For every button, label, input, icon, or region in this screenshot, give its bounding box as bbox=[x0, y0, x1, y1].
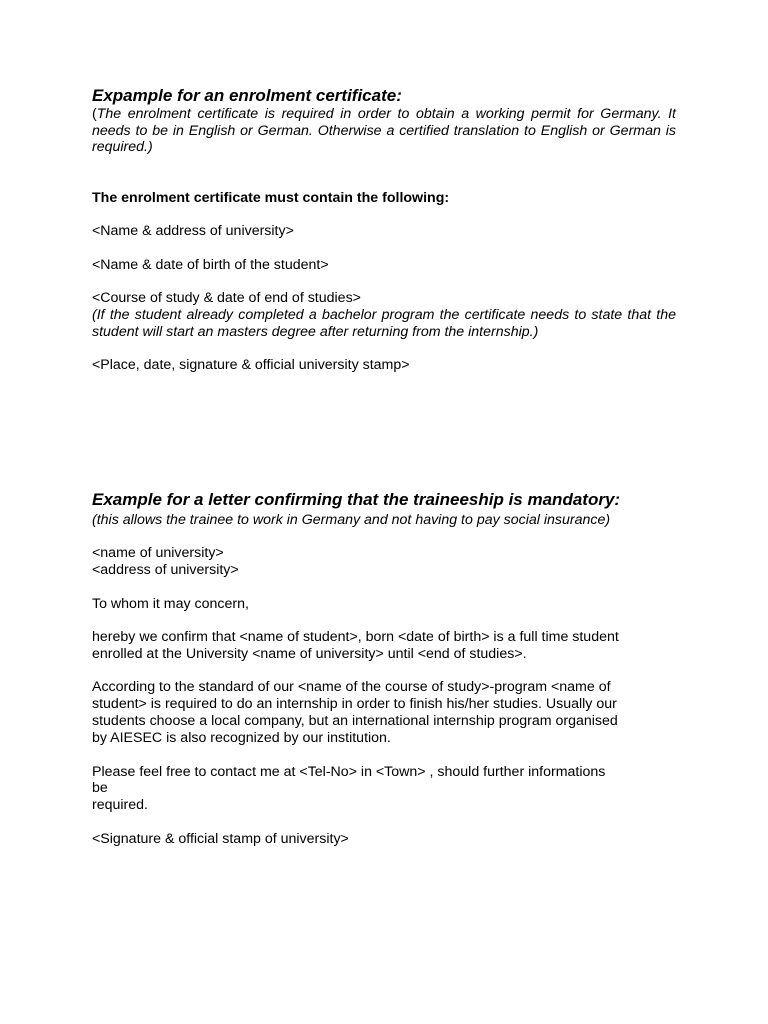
address-street: <address of university> bbox=[92, 562, 239, 578]
para3-line2: be bbox=[92, 780, 108, 796]
item-place: <Place, date, signature & official university stamp> bbox=[92, 357, 410, 373]
para2-line2: student> is required to do an internship in order to finish his/her studies. Usually our bbox=[92, 696, 617, 712]
para3-line3: required. bbox=[92, 797, 148, 813]
para2-line3: students choose a local company, but an international internship program organised bbox=[92, 713, 618, 729]
section1-intro-text: The enrolment certificate is required in order to obtain a working permit for Germany. It needs to be in English or German. Otherwise a certified translation to English or German is required.) bbox=[92, 106, 676, 155]
para3-line1: Please feel free to contact me at <Tel-No> in <Town> , should further informations bbox=[92, 764, 606, 780]
section1-heading: Expample for an enrolment certificate: bbox=[92, 86, 402, 105]
section1-intro bbox=[92, 106, 676, 156]
address-name: <name of university> bbox=[92, 545, 224, 561]
intro-paren: ( bbox=[92, 106, 97, 122]
item-student: <Name & date of birth of the student> bbox=[92, 257, 329, 273]
para2-line1: According to the standard of our <name of the course of study>-program <name of bbox=[92, 679, 611, 695]
item-course: <Course of study & date of end of studies> bbox=[92, 290, 361, 306]
signature-line: <Signature & official stamp of university> bbox=[92, 831, 349, 847]
section2-heading: Example for a letter confirming that the traineeship is mandatory: bbox=[92, 490, 621, 509]
para1-line2: enrolled at the University <name of university> until <end of studies>. bbox=[92, 646, 527, 662]
item-course-note: (If the student already completed a bachelor program the certificate needs to state that the student will start an masters degree after returning from the internship.) bbox=[92, 307, 676, 340]
para1-line1: hereby we confirm that <name of student>, born <date of birth> is a full time student bbox=[92, 629, 619, 645]
salutation: To whom it may concern, bbox=[92, 596, 249, 612]
section2-intro: (this allows the trainee to work in Germany and not having to pay social insurance) bbox=[92, 512, 611, 528]
contains-heading: The enrolment certificate must contain the following: bbox=[92, 190, 450, 206]
para2-line4: by AIESEC is also recognized by our institution. bbox=[92, 730, 391, 746]
item-university: <Name & address of university> bbox=[92, 223, 294, 239]
